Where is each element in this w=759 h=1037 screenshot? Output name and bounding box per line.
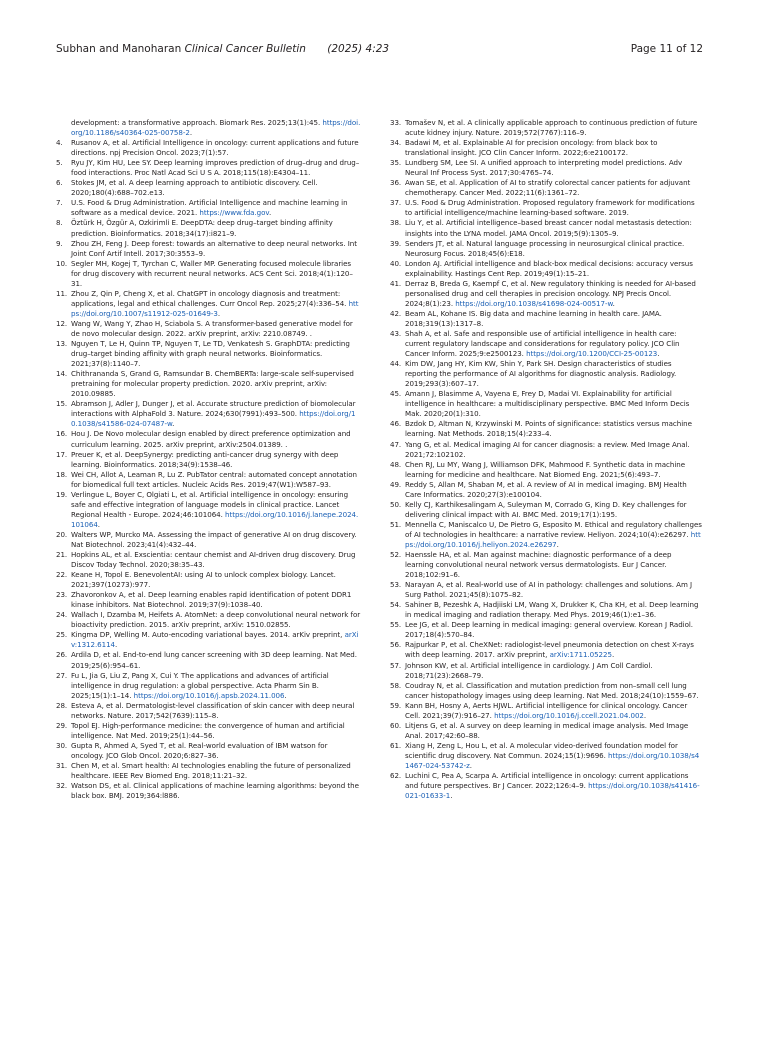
reference-item [56,610,362,630]
reference-link[interactable]: https://doi.org/10.1016/j.heliyon.2024.e26297 [405,529,701,549]
reference-number: 39. [390,238,402,248]
reference-trailing: . [450,791,453,801]
reference-number: 55. [390,620,402,630]
reference-link[interactable]: https://doi.org/10.1186/s40364-025-00758-2 [71,118,361,138]
reference-item [390,440,702,460]
reference-item [390,520,702,550]
reference-link[interactable]: https://doi.org/10.1038/s41698-024-00517-w [455,298,613,308]
reference-item [390,279,702,309]
reference-number: 35. [390,158,402,168]
reference-number: 51. [390,519,402,529]
reference-item [390,600,702,620]
reference-number: 38. [390,218,402,228]
reference-number: 12. [56,318,68,328]
reference-number: 19. [56,489,68,499]
reference-text: Nguyen T, Le H, Quinn TP, Nguyen T, Le TD, Venkatesh S. GraphDTA: predicting drug–target binding affinity with graph neural networks. Bioinformatics. 2021;37(8):1140–7. [71,339,350,369]
reference-trailing: . [643,710,647,720]
reference-trailing: . [172,419,175,429]
reference-item [56,319,362,339]
reference-text: U.S. Food & Drug Administration. Artificial Intelligence and machine learning in software as a medical device. 2021. [71,198,348,218]
reference-text: Sahiner B, Pezeshk A, Hadjiiski LM, Wang X, Drukker K, Cha KH, et al. Deep learning in medical imaging and radiation therapy. Med Phys. 2019;46(1):e1–36. [405,600,699,620]
reference-number: 24. [56,610,68,620]
reference-item [390,721,702,741]
reference-number: 8. [56,218,63,228]
reference-item [390,701,702,721]
reference-item [56,671,362,701]
reference-number: 40. [390,258,402,268]
reference-item [56,158,362,178]
reference-number: 30. [56,740,68,750]
reference-text: Awan SE, et al. Application of AI to stratify colorectal cancer patients for adjuvant chemotherapy. Cancer Med. 2022;11(6):1361–72. [405,178,691,198]
reference-item [56,429,362,449]
reference-number: 58. [390,680,402,690]
reference-item [56,259,362,289]
reference-item [56,339,362,369]
header-volume: (2025) 4:23 [327,43,390,55]
reference-item [56,550,362,570]
reference-number: 54. [390,600,402,610]
reference-item [56,470,362,490]
reference-number: 4. [56,138,63,148]
reference-text: Esteva A, et al. Dermatologist-level classification of skin cancer with deep neural networks. Nature. 2017;542(7639):115–8. [71,700,355,720]
reference-item [56,239,362,259]
reference-number: 5. [56,158,63,168]
reference-item [56,198,362,218]
reference-text: Walters WP, Murcko MA. Assessing the impact of generative AI on drug discovery. Nat Biotechnol. 2023;41(4):432–44. [71,529,357,549]
reference-number: 11. [56,288,68,298]
reference-text: Preuer K, et al. DeepSynergy: predicting anti-cancer drug synergy with deep learning. Bioinformatics. 2018;34(9):1538–46. [71,449,339,469]
reference-number: 42. [390,308,402,318]
reference-number: 37. [390,198,402,208]
reference-text: Stokes JM, et al. A deep learning approach to antibiotic discovery. Cell. 2020;180(4):688–702.e13. [71,178,318,198]
reference-item [56,399,362,429]
reference-item [56,590,362,610]
reference-number: 57. [390,660,402,670]
reference-text: Shah A, et al. Safe and responsible use of artificial intelligence in health care: current regulatory landscape and considerations for regulatory policy. JCO Clin Cancer Inform. 2025;9:e2500123. [405,328,680,359]
reference-text: Topol EJ. High-performance medicine: the convergence of human and artificial intelligence. Nat Med. 2019;25(1):44–56. [71,720,345,740]
reference-link[interactable]: https://doi.org/10.1016/j.apsb.2024.11.006 [133,690,285,700]
reference-item [390,620,702,640]
reference-text: Abramson J, Adler J, Dunger J, et al. Accurate structure prediction of biomolecular interactions with AlphaFold 3. Nature. 2024;630(7991):493–500. [71,399,356,419]
reference-text: Chen RJ, Lu MY, Wang J, Williamson DFK, Mahmood F. Synthetic data in machine learning for medicine and healthcare. Nat Biomed Eng. 2021;5(6):493–7. [405,459,686,479]
reference-item [56,741,362,761]
reference-link[interactable]: https://www.fda.gov [199,208,269,218]
reference-item [390,681,702,701]
reference-text: Hou J. De Novo molecular design enabled by direct preference optimization and curriculum learning. 2025. arXiv preprint, arXiv:2504.01389. . [71,429,351,449]
reference-item [56,178,362,198]
reference-number: 16. [56,429,68,439]
reference-number: 33. [390,118,402,127]
reference-number: 10. [56,258,68,268]
reference-text: Chen M, et al. Smart health: AI technologies enabling the future of personalized healthcare. IEEE Rev Biomed Eng. 2018;11:21–32. [71,761,351,781]
reference-text: Wallach I, Dzamba M, Heifets A. AtomNet: a deep convolutional neural network for bioactivity prediction. 2015. arXiv preprint, arXiv: 1510.02855. [71,610,361,630]
reference-number: 6. [56,178,63,188]
reference-number: 22. [56,570,68,580]
reference-column-left [56,118,362,801]
reference-number: 43. [390,328,402,338]
reference-item [56,369,362,399]
reference-number: 36. [390,178,402,188]
reference-text: Lee JG, et al. Deep learning in medical imaging: general overview. Korean J Radiol. 2017;18(4):570–84. [405,620,694,640]
reference-number: 17. [56,449,68,459]
reference-number: 13. [56,339,68,349]
reference-item [390,198,702,218]
reference-item [390,218,702,238]
reference-number: 60. [390,720,402,730]
reference-text: Senders JT, et al. Natural language processing in neurosurgical clinical practice. Neurosurg Focus. 2018;45(6):E18. [405,238,685,258]
reference-item [56,138,362,158]
reference-trailing: . [115,640,118,650]
reference-text: Coudray N, et al. Classification and mutation prediction from non–small cell lung cancer histopathology images using deep learning. Nat Med. 2018;24(10):1559–67. [405,680,699,700]
reference-text: Chithrananda S, Grand G, Ramsundar B. ChemBERTa: large-scale self-supervised pretraining for molecular property prediction. 2020. arXiv preprint, arXiv: 2010.09885. [71,369,354,399]
reference-link[interactable]: https://doi.org/10.1038/s41467-024-53742-z [405,750,700,770]
reference-text: Wei CH, Allot A, Leaman R, Lu Z. PubTator central: automated concept annotation for biomedical full text articles. Nucleic Acids Res. 2019;47(W1):W587–93. [71,469,357,489]
reference-item [390,500,702,520]
reference-trailing: . [469,761,472,770]
reference-number: 62. [390,771,402,781]
reference-text: Lundberg SM, Lee SI. A unified approach to interpreting model predictions. Adv Neural Inf Process Syst. 2017;30:4765–74. [405,158,683,178]
running-header [56,42,703,58]
reference-text: Luchini C, Pea A, Scarpa A. Artificial intelligence in oncology: current applications and future perspectives. Br J Cancer. 2022;126:4–9. [405,771,689,791]
reference-text: Bzdok D, Altman N, Krzywinski M. Points of significance: statistics versus machine learning. Nat Methods. 2018;15(4):233–4. [405,419,692,439]
reference-item [390,419,702,439]
reference-column-right [390,118,702,801]
reference-trailing: . [189,128,193,138]
reference-item [390,118,702,138]
reference-number: 21. [56,550,68,560]
reference-number: 9. [56,238,63,248]
reference-number: 20. [56,529,68,539]
reference-item [390,178,702,198]
reference-text: Ryu JY, Kim HU, Lee SY. Deep learning improves prediction of drug–drug and drug–food interactions. Proc Natl Acad Sci U S A. 2018;115(18):E4304–11. [71,158,360,178]
reference-text: Haenssle HA, et al. Man against machine: diagnostic performance of a deep learning convolutional neural network versus dermatologists. Eur J Cancer. 2018;102:91–6. [405,550,672,580]
reference-item [390,329,702,359]
reference-text: Derraz B, Breda G, Kaempf C, et al. New regulatory thinking is needed for AI-based personalised drug and cell therapies in precision oncology. NPJ Precis Oncol. 2024;8(1):23. [405,278,696,308]
reference-text: Kelly CJ, Karthikesalingam A, Suleyman M, Corrado G, King D. Key challenges for delivering clinical impact with AI. BMC Med. 2019;17(1):195. [405,499,687,519]
reference-number: 59. [390,700,402,710]
reference-number: 53. [390,580,402,590]
reference-text: Segler MH, Kogej T, Tyrchan C, Waller MP. Generating focused molecule libraries for drug discovery with recurrent neural networks. ACS Cent Sci. 2018;4(1):120–31. [71,258,353,288]
reference-link[interactable]: https://doi.org/10.1016/j.ccell.2021.04.002 [494,710,644,720]
header-authors: Subhan and Manoharan [56,43,182,55]
reference-text: Narayan A, et al. Real-world use of AI in pathology: challenges and solutions. Am J Surg Pathol. 2021;45(8):1075–82. [405,580,693,600]
reference-text: Amann J, Blasimme A, Vayena E, Frey D, Madai VI. Explainability for artificial intelligence in healthcare: a multidisciplinary perspective. BMC Med Inform Decis Mak. 2020;20(1):310. [405,389,690,419]
reference-text: development: a transformative approach. Biomark Res. 2025;13(1):45. [71,118,323,127]
reference-item [56,450,362,470]
reference-text: Rajpurkar P, et al. CheXNet: radiologist-level pneumonia detection on chest X-rays with deep learning. 2017. arXiv preprint, [405,640,694,660]
reference-item [56,721,362,741]
reference-text: Ardila D, et al. End-to-end lung cancer screening with 3D deep learning. Nat Med. 2019;25(6):954–61. [71,650,357,670]
reference-trailing: . [657,349,660,359]
reference-item [56,118,362,138]
reference-trailing: . [612,298,615,308]
reference-item [390,239,702,259]
reference-link[interactable]: https://doi.org/10.1038/s41416-021-01633-1 [405,781,700,801]
reference-link[interactable]: https://doi.org/10.1007/s11912-025-01649-3 [71,298,359,318]
reference-number: 47. [390,439,402,449]
reference-number: 45. [390,389,402,399]
reference-number: 7. [56,198,63,208]
reference-number: 32. [56,781,68,791]
reference-number: 48. [390,459,402,469]
reference-number: 27. [56,670,68,680]
reference-item [390,741,702,771]
reference-number: 18. [56,469,68,479]
reference-number: 14. [56,369,68,379]
reference-text: Beam AL, Kohane IS. Big data and machine learning in health care. JAMA. 2018;319(13):1317–8. [405,308,662,328]
reference-item [56,781,362,801]
reference-item [56,218,362,238]
reference-text: Xiang H, Zeng L, Hou L, et al. A molecular video-derived foundation model for scientific drug discovery. Nat Commun. 2024;15(1):9696. [405,740,678,760]
reference-item [390,359,702,389]
reference-link[interactable]: arXiv:1312.6114 [71,630,359,650]
reference-item [390,309,702,329]
reference-text: Rusanov A, et al. Artificial Intelligence in oncology: current applications and future directions. npj Precision Oncol. 2023;7(1):57. [71,138,359,158]
reference-number: 29. [56,720,68,730]
header-journal: Clinical Cancer Bulletin [184,43,306,55]
reference-number: 46. [390,419,402,429]
page-number: Page 11 of 12 [630,43,703,55]
reference-item [390,158,702,178]
reference-item [390,480,702,500]
reference-text: Tomašev N, et al. A clinically applicable approach to continuous prediction of future acute kidney injury. Nature. 2019;572(7767):116–9. [405,118,698,138]
reference-item [390,460,702,480]
reference-text: Kingma DP, Welling M. Auto-encoding variational bayes. 2014. arKiv preprint, [71,630,345,640]
reference-number: 34. [390,138,402,148]
reference-item [56,761,362,781]
reference-item [56,530,362,550]
reference-number: 26. [56,650,68,660]
reference-link[interactable]: https://doi.org/10.1016/j.lanepe.2024.101064 [71,509,359,529]
reference-number: 52. [390,550,402,560]
reference-text: Verlingue L, Boyer C, Olgiati L, et al. Artificial intelligence in oncology: ensuring safe and effective integration of language models in clinical practice. Lancet Regional Health - Europe. 2024;46:101064. [71,489,349,519]
reference-number: 50. [390,499,402,509]
reference-item [56,630,362,650]
reference-number: 41. [390,278,402,288]
reference-text: Öztürk H, Özgür A, Ozkirimli E. DeepDTA: deep drug–target binding affinity prediction. Bioinformatics. 2018;34(17):i821–9. [71,218,333,238]
reference-item [390,138,702,158]
reference-text: Zhou ZH, Feng J. Deep forest: towards an alternative to deep neural networks. Int Joint Conf Artif Intell. 2017;30:3553–9. [71,238,357,258]
reference-trailing: . [556,539,559,549]
reference-number: 56. [390,640,402,650]
reference-text: London AJ. Artificial intelligence and black-box medical decisions: accuracy versus explainability. Hastings Cent Rep. 2019;49(1):15–21. [405,258,693,278]
reference-text: Zhou Z, Qin P, Cheng X, et al. ChatGPT in oncology diagnosis and treatment: applications, legal and ethical challenges. Curr Oncol Rep. 2025;27(4):336–54. [71,288,349,308]
reference-text: Liu Y, et al. Artificial intelligence–based breast cancer nodal metastasis detection: insights into the LYNA model. JAMA Oncol. 2019;5(9):1305–9. [405,218,692,238]
header-citation [56,42,389,56]
reference-item [56,570,362,590]
reference-trailing: . [269,208,272,218]
reference-number: 44. [390,359,402,369]
reference-number: 31. [56,761,68,770]
reference-text: Hopkins AL, et al. Exscientia: centaur chemist and AI-driven drug discovery. Drug Discov Today Technol. 2020;38:35–43. [71,550,356,570]
reference-text: Watson DS, et al. Clinical applications of machine learning algorithms: beyond the black box. BMJ. 2019;364:l886. [71,781,359,801]
reference-number: 28. [56,700,68,710]
reference-item [390,640,702,660]
reference-text: Reddy S, Allan M, Shaban M, et al. A review of AI in medical imaging. BMJ Health Care Informatics. 2020;27(3):e100104. [405,479,687,499]
reference-item [390,661,702,681]
reference-trailing: . [217,308,221,318]
reference-text: Mennella C, Maniscalco U, De Pietro G, Esposito M. Ethical and regulatory challenges of AI technologies in healthcare: a narrative review. Heliyon. 2024;10(4):e26297. [405,519,702,539]
reference-text: Johnson KW, et al. Artificial intelligence in cardiology. J Am Coll Cardiol. 2018;71(23):2668–79. [405,660,653,680]
reference-text: Kann BH, Hosny A, Aerts HJWL. Artificial intelligence for clinical oncology. Cancer Cell. 2021;39(7):916–27. [405,700,688,720]
reference-text: Badawi M, et al. Explainable AI for precision oncology: from black box to translational insight. JCO Clin Cancer Inform. 2022;6:e2100172. [405,138,658,158]
reference-item [390,389,702,419]
reference-item [56,289,362,319]
reference-link[interactable]: https://doi.org/10.1038/s41586-024-07487-w [71,409,356,429]
reference-trailing: . [611,650,615,660]
reference-link[interactable]: https://doi.org/10.1200/CCI-25-00123 [526,349,658,359]
reference-item [56,701,362,721]
reference-text: Zhavoronkov A, et al. Deep learning enables rapid identification of potent DDR1 kinase inhibitors. Nat Biotechnol. 2019;37(9):1038–40. [71,590,352,610]
reference-number: 61. [390,740,402,750]
reference-text: Fu L, Jia G, Liu Z, Pang X, Cui Y. The applications and advances of artificial intelligence in drug regulation: a global perspective. Acta Pharm Sin B. 2025;15(1):1–14. [71,670,329,700]
reference-trailing: . [284,690,287,700]
reference-number: 15. [56,399,68,409]
reference-number: 49. [390,479,402,489]
reference-item [56,490,362,530]
reference-number: 25. [56,630,68,640]
reference-item [390,771,702,801]
reference-text: U.S. Food & Drug Administration. Proposed regulatory framework for modifications to artificial intelligence/machine learning-based software. 2019. [405,198,695,218]
reference-text: Yang G, et al. Medical imaging AI for cancer diagnosis: a review. Med Image Anal. 2021;72:102102. [405,439,690,459]
reference-text: Gupta R, Ahmed A, Syed T, et al. Real-world evaluation of IBM watson for oncology. JCO Glob Oncol. 2020;6:827–36. [71,740,328,760]
reference-text: Kim DW, Jang HY, Kim KW, Shin Y, Park SH. Design characteristics of studies reporting the performance of AI algorithms for diagnostic analysis. Radiology. 2019;293(3):607–17. [405,359,677,389]
reference-item [56,650,362,670]
reference-item [390,550,702,580]
reference-item [390,580,702,600]
reference-link[interactable]: arXiv:1711.05225 [549,650,612,660]
reference-trailing: . [97,519,100,529]
reference-text: Litjens G, et al. A survey on deep learning in medical image analysis. Med Image Anal. 2017;42:60–88. [405,720,689,740]
reference-item [390,259,702,279]
reference-text: Keane H, Topol E. BenevolentAI: using AI to unlock complex biology. Lancet. 2021;397(10273):977. [71,570,336,590]
reference-text: Wang W, Wang Y, Zhao H, Sciabola S. A transformer-based generative model for de novo molecular design. 2022. arXiv preprint, arXiv: 2210.08749. . [71,318,353,338]
reference-number: 23. [56,590,68,600]
